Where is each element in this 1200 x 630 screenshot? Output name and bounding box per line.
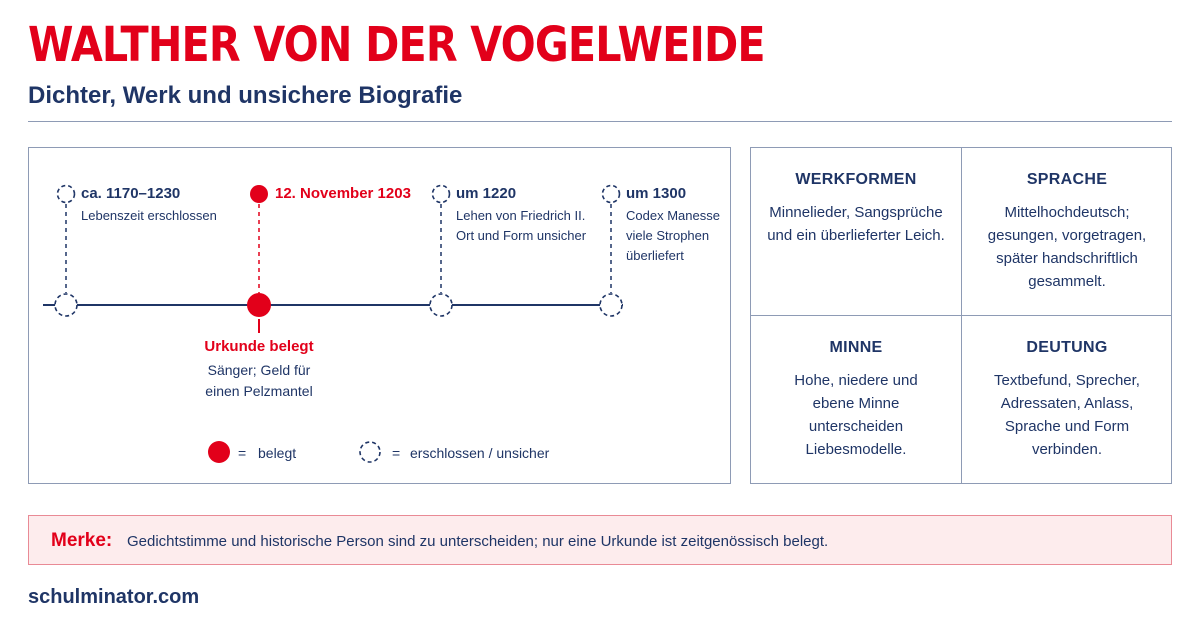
- cell-line: und ein überlieferter Leich.: [767, 227, 945, 244]
- cell-line: Textbefund, Sprecher,: [994, 372, 1140, 389]
- top-marker-4: [603, 186, 620, 203]
- page-subtitle: Dichter, Werk und unsichere Biografie: [28, 82, 463, 109]
- cell-line: Mittelhochdeutsch;: [1004, 204, 1130, 221]
- legend-belegt-symbol: [208, 441, 230, 463]
- cell-line: verbinden.: [1031, 441, 1103, 458]
- cell-line: Minnelieder, Sangsprüche: [769, 204, 943, 221]
- cell-line: Adressaten, Anlass,: [1000, 395, 1134, 412]
- event-desc: Lehen von Friedrich II.: [456, 208, 586, 223]
- cell-line: Sprache und Form: [1004, 418, 1130, 435]
- legend-equals: =: [392, 445, 401, 461]
- page-title: WALTHER VON DER VOGELWEIDE: [28, 17, 765, 73]
- document-desc: einen Pelzmantel: [205, 383, 313, 399]
- grid-cell-werkformen: [751, 171, 961, 247]
- cell-line: unterscheiden: [808, 418, 904, 435]
- cell-line: Hohe, niedere und: [794, 372, 918, 389]
- event-desc: Lebenszeit erschlossen: [81, 208, 217, 223]
- cell-title: DEUTUNG: [1026, 339, 1108, 356]
- grid-cell-minne: [751, 339, 961, 461]
- top-marker-2: [250, 185, 268, 203]
- legend-erschlossen-symbol: [360, 442, 380, 462]
- legend-equals: =: [238, 445, 247, 461]
- top-marker-1: [58, 186, 75, 203]
- topics-grid: [750, 147, 1172, 484]
- axis-marker-2: [247, 293, 271, 317]
- event-date: ca. 1170–1230: [81, 185, 181, 202]
- grid-divider-horizontal: [751, 315, 1171, 316]
- header-divider: [28, 121, 1172, 122]
- top-marker-3: [433, 186, 450, 203]
- axis-marker-3: [430, 294, 452, 316]
- timeline-event-3: [456, 185, 586, 246]
- document-title: Urkunde belegt: [204, 338, 314, 355]
- event-desc: Ort und Form unsicher: [456, 228, 587, 243]
- grid-cell-sprache: [962, 171, 1172, 293]
- timeline-panel: [28, 147, 731, 484]
- document-evidence: [179, 338, 339, 402]
- cell-title: WERKFORMEN: [795, 171, 917, 188]
- timeline-event-2: [275, 185, 411, 202]
- grid-cell-deutung: [962, 339, 1172, 461]
- event-desc: überliefert: [626, 248, 684, 263]
- cell-line: Liebesmodelle.: [805, 441, 907, 458]
- axis-marker-1: [55, 294, 77, 316]
- legend-belegt-label: belegt: [258, 445, 297, 461]
- cell-line: gesungen, vorgetragen,: [987, 227, 1147, 244]
- note-text: Gedichtstimme und historische Person sind zu unterscheiden; nur eine Urkunde ist zeitgenössisch belegt.: [127, 533, 829, 550]
- event-date: um 1300: [626, 185, 687, 202]
- note-box: [28, 515, 1172, 565]
- cell-title: SPRACHE: [1026, 171, 1108, 188]
- cell-line: später handschriftlich: [996, 250, 1138, 267]
- document-desc: Sänger; Geld für: [207, 362, 311, 378]
- cell-title: MINNE: [829, 339, 883, 356]
- legend-erschlossen-label: erschlossen / unsicher: [410, 445, 550, 461]
- timeline-event-1: [81, 185, 217, 226]
- axis-marker-4: [600, 294, 622, 316]
- note-label: Merke:: [51, 530, 113, 551]
- event-date: 12. November 1203: [275, 185, 411, 202]
- footer-site: schulminator.com: [28, 586, 200, 608]
- event-desc: Codex Manesse: [626, 208, 720, 223]
- timeline-event-4: [626, 185, 720, 266]
- event-desc: viele Strophen: [626, 228, 710, 243]
- cell-line: ebene Minne: [812, 395, 900, 412]
- event-date: um 1220: [456, 185, 517, 202]
- cell-line: gesammelt.: [1028, 273, 1106, 290]
